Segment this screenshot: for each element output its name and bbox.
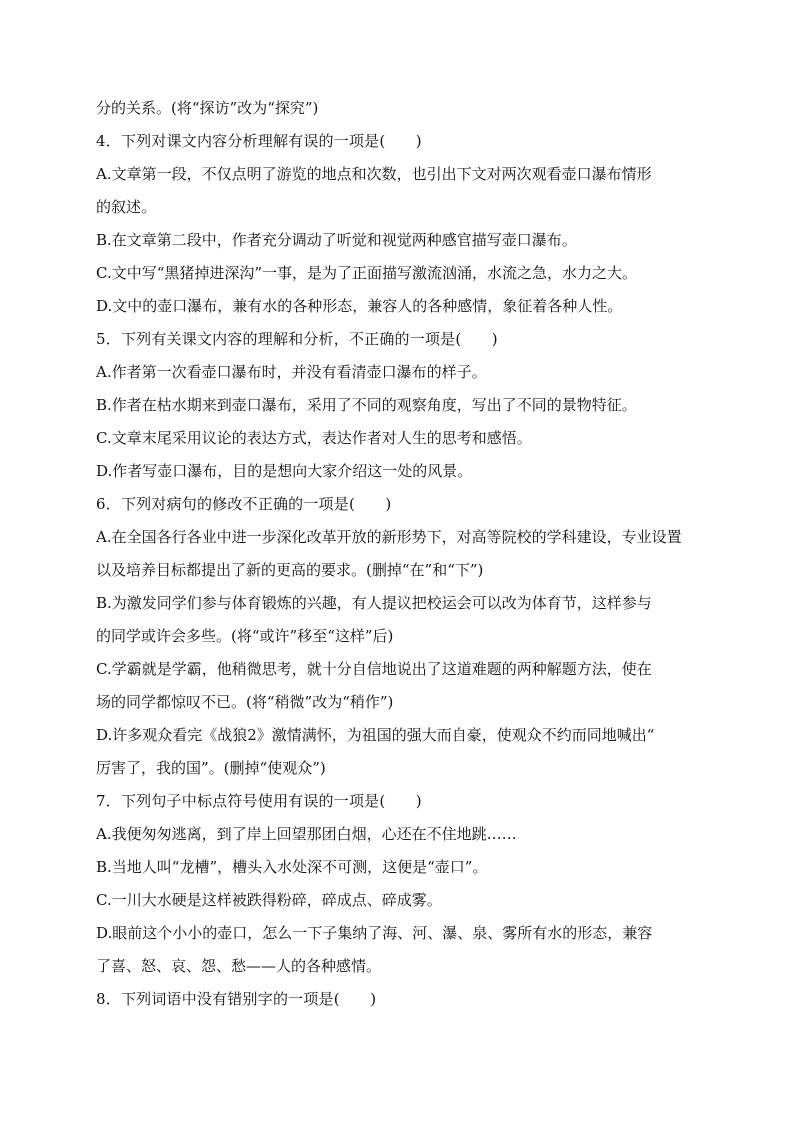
question-7-option-b: B.当地人叫“龙槽”，槽头入水处深不可测，这便是“壶口”。 (96, 858, 488, 876)
question-4-option-c: C.文中写“黑猪掉进深沟”一事，是为了正面描写激流汹涌，水流之急，水力之大。 (96, 264, 638, 282)
question-7-option-d-cont: 了喜、怒、哀、怨、愁——人的各种感情。 (96, 957, 382, 975)
question-6-option-d: D.许多观众看完《战狼2》激情满怀，为祖国的强大而自豪，使观众不约而同地喊出“ (96, 726, 655, 744)
question-6-option-c-cont: 场的同学都惊叹不已。(将“稍微”改为“稍作”) (96, 693, 394, 711)
question-6-option-d-cont: 厉害了，我的国”。(删掉“使观众”) (96, 759, 326, 777)
question-6-option-a: A.在全国各行各业中进一步深化改革开放的新形势下，对高等院校的学科建设，专业设置 (96, 528, 682, 546)
question-6-option-a-cont: 以及培养目标都提出了新的更高的要求。(删掉“在”和“下”) (96, 561, 484, 579)
question-7-option-d: D.眼前这个小小的壶口，怎么一下子集纳了海、河、瀑、泉、雾所有水的形态，兼容 (96, 924, 653, 942)
question-5-option-a: A.作者第一次看壶口瀑布时，并没有看清壶口瀑布的样子。 (96, 363, 487, 381)
question-7-option-c: C.一川大水硬是这样被跌得粉碎，碎成点、碎成雾。 (96, 891, 442, 909)
question-5-stem: 5．下列有关课文内容的理解和分析，不正确的一项是( ) (96, 330, 498, 348)
question-4-option-b: B.在文章第二段中，作者充分调动了听觉和视觉两种感官描写壶口瀑布。 (96, 231, 577, 249)
question-6-option-b: B.为激发同学们参与体育锻炼的兴趣，有人提议把校运会可以改为体育节，这样参与 (96, 594, 652, 612)
question-7-option-a: A.我便匆匆逃离，到了岸上回望那团白烟，心还在不住地跳…… (96, 825, 517, 843)
document-page (96, 92, 708, 1016)
question-6-option-b-cont: 的同学或许会多些。(将“或许”移至“这样”后) (96, 627, 394, 645)
question-5-option-d: D.作者写壶口瀑布，目的是想向大家介绍这一处的风景。 (96, 462, 473, 480)
question-7-stem: 7．下列句子中标点符号使用有误的一项是( ) (96, 792, 422, 810)
question-4-option-a: A.文章第一段，不仅点明了游览的地点和次数，也引出下文对两次观看壶口瀑布情形 (96, 165, 652, 183)
question-4-option-d: D.文中的壶口瀑布，兼有水的各种形态，兼容人的各种感情，象征着各种人性。 (96, 297, 623, 315)
question-5-option-c: C.文章末尾采用议论的表达方式，表达作者对人生的思考和感悟。 (96, 429, 532, 447)
question-6-stem: 6．下列对病句的修改不正确的一项是( ) (96, 495, 392, 513)
question-6-option-c: C.学霸就是学霸，他稍微思考，就十分自信地说出了这道难题的两种解题方法，使在 (96, 660, 652, 678)
question-4-option-a-cont: 的叙述。 (96, 198, 157, 216)
question-5-option-b: B.作者在枯水期来到壶口瀑布，采用了不同的观察角度，写出了不同的景物特征。 (96, 396, 637, 414)
question-4-stem: 4．下列对课文内容分析理解有误的一项是( ) (96, 132, 422, 150)
question-8-stem: 8．下列词语中没有错别字的一项是( ) (96, 990, 377, 1008)
text-line-continuation: 分的关系。(将“探访”改为“探究”) (96, 99, 319, 117)
